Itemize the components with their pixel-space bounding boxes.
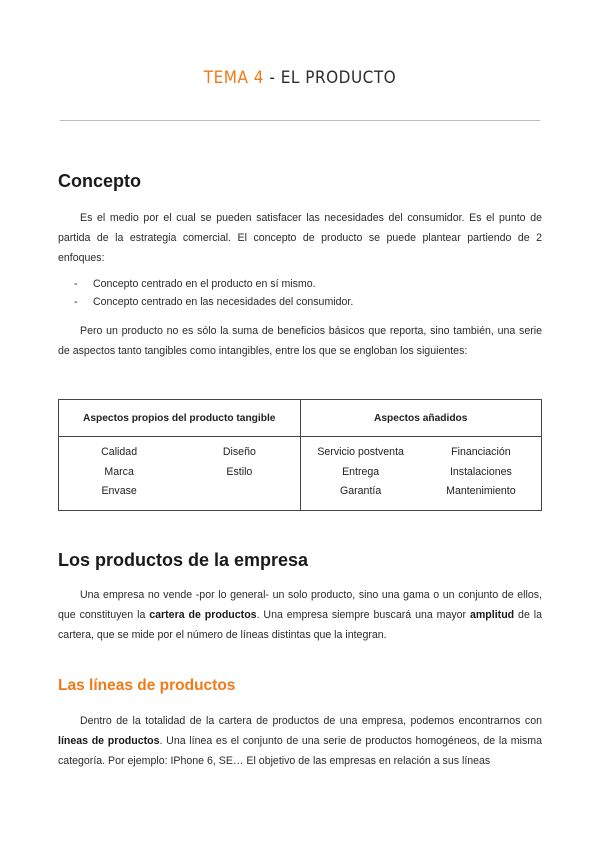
- text-run: . Una línea es el conjunto de una serie de productos homogéneos, de la misma categoría. Por ejemplo: IPhone 6, SE… El objetivo de las empresas en relación a sus líneas: [58, 735, 542, 767]
- table-cell-tangible: [59, 437, 301, 511]
- title-separator: -: [269, 68, 276, 88]
- bold-term-lineas: líneas de productos: [58, 735, 160, 747]
- text-run: de la cartera, que se mide por el número de líneas distintas que la integran.: [58, 609, 542, 641]
- title-divider: [60, 120, 540, 121]
- list-item: [74, 275, 353, 293]
- bold-term-amplitud: amplitud: [470, 609, 515, 621]
- table-row: [59, 437, 542, 511]
- added-aspects-list: [301, 443, 542, 502]
- table-header-row: [59, 400, 542, 437]
- table-header-added: Aspectos añadidos: [300, 400, 542, 437]
- text-run: Una empresa no vende -por lo general- un solo producto, sino una gama o un conjunto de ellos, que constituyen la: [58, 589, 542, 621]
- aspect-item: Instalaciones: [449, 465, 512, 478]
- bold-term-cartera: cartera de productos: [149, 609, 257, 621]
- list-item-text: Concepto centrado en las necesidades del consumidor.: [93, 296, 354, 308]
- concepto-paragraph-2: Pero un producto no es sólo la suma de beneficios básicos que reporta, sino también, una serie de aspectos tanto tangibles como intangibles, entre los que se engloban los siguientes:: [58, 325, 542, 357]
- topic-number: TEMA 4: [203, 68, 265, 88]
- aspect-item: Diseño: [222, 446, 256, 458]
- aspect-item: Servicio postventa: [317, 446, 404, 458]
- productos-paragraph: [58, 585, 542, 645]
- aspect-item: Calidad: [101, 446, 138, 458]
- aspect-item: [179, 482, 299, 502]
- text-run: Dentro de la totalidad de la cartera de productos de una empresa, podemos encontrarnos con: [80, 715, 542, 727]
- aspect-item: Mantenimiento: [446, 485, 516, 497]
- bullet-marker: -: [74, 296, 78, 308]
- bullet-marker: -: [74, 278, 78, 290]
- text-run: . Una empresa siempre buscará una mayor: [256, 609, 470, 621]
- bullet-list: [74, 275, 353, 311]
- table-header-tangible: Aspectos propios del producto tangible: [59, 400, 301, 437]
- table-cell-added: [300, 437, 542, 511]
- aspect-item: Entrega: [342, 465, 380, 478]
- tangible-aspects-list: [59, 443, 300, 502]
- page-title: [0, 68, 600, 88]
- lineas-paragraph: [58, 711, 542, 771]
- topic-title: EL PRODUCTO: [280, 68, 397, 88]
- aspect-item: Envase: [101, 485, 137, 497]
- aspects-table: [58, 399, 542, 511]
- concepto-paragraph: Es el medio por el cual se pueden satisfacer las necesidades del consumidor. Es el punto de partida de la estrategia comercial. El concepto de producto se puede plantear partiendo de 2 enfoques:: [58, 212, 542, 264]
- aspect-item: Estilo: [226, 465, 253, 478]
- list-item-text: Concepto centrado en el producto en sí mismo.: [93, 278, 316, 290]
- aspect-item: Financiación: [451, 446, 511, 458]
- section-heading-concepto: Concepto: [58, 171, 141, 191]
- list-item: [74, 293, 353, 311]
- section-heading-productos: Los productos de la empresa: [58, 550, 309, 570]
- subsection-heading-lineas: Las líneas de productos: [58, 677, 236, 694]
- aspect-item: Garantía: [340, 485, 382, 497]
- aspect-item: Marca: [104, 465, 134, 478]
